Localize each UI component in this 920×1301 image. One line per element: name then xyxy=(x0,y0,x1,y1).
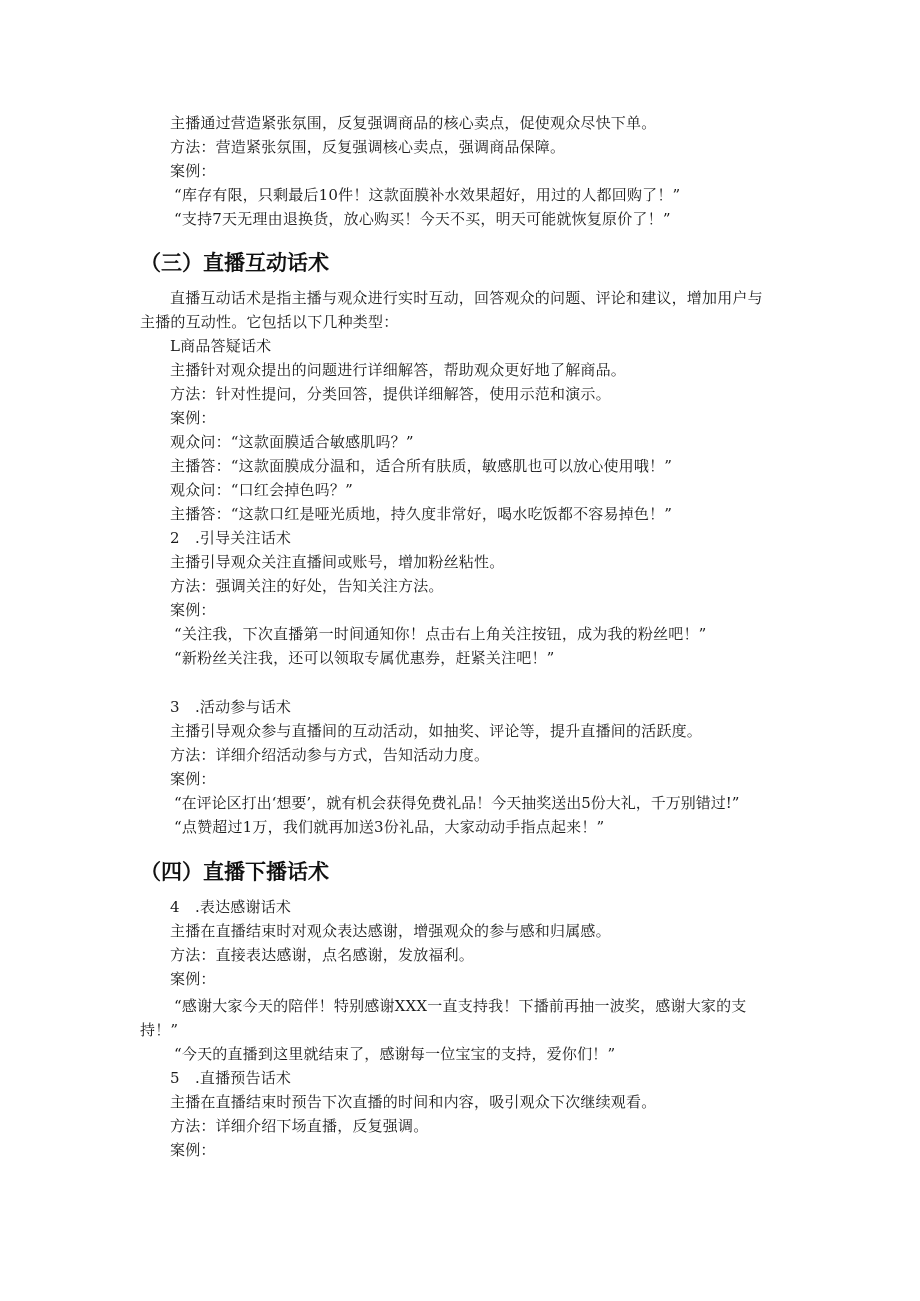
quote-line: “库存有限，只剩最后10件！这款面膜补水效果超好，用过的人都回购了！” xyxy=(174,186,681,204)
dialogue-line: 主播答：“这款面膜成分温和，适合所有肤质，敏感肌也可以放心使用哦！” xyxy=(170,457,673,475)
dialogue-line: 观众问：“口红会掉色吗？” xyxy=(170,481,353,499)
section-heading-3: （三）直播互动话术 xyxy=(140,251,329,275)
method-line: 方法：详细介绍活动参与方式，告知活动力度。 xyxy=(170,746,490,764)
paragraph-line: 主播针对观众提出的问题进行详细解答，帮助观众更好地了解商品。 xyxy=(170,361,627,379)
intro-line: 直播互动话术是指主播与观众进行实时互动，回答观众的问题、评论和建议，增加用户与 xyxy=(170,289,763,307)
subheading-line: L商品答疑话术 xyxy=(170,337,272,355)
example-label: 案例： xyxy=(170,970,216,988)
quote-line: “关注我，下次直播第一时间通知你！点击右上角关注按钮，成为我的粉丝吧！” xyxy=(174,625,707,643)
quote-line: “感谢大家今天的陪伴！特别感谢XXX一直支持我！下播前再抽一波奖，感谢大家的支 xyxy=(174,997,747,1015)
section-heading-4: （四）直播下播话术 xyxy=(140,860,329,884)
paragraph-line: 主播引导观众关注直播间或账号，增加粉丝粘性。 xyxy=(170,553,505,571)
quote-line: “今天的直播到这里就结束了，感谢每一位宝宝的支持，爱你们！” xyxy=(174,1045,616,1063)
example-label: 案例： xyxy=(170,1141,216,1159)
example-label: 案例： xyxy=(170,409,216,427)
method-line: 方法：详细介绍下场直播，反复强调。 xyxy=(170,1117,429,1135)
dialogue-line: 主播答：“这款口红是哑光质地，持久度非常好，喝水吃饭都不容易掉色！” xyxy=(170,505,673,523)
paragraph-line: 主播在直播结束时对观众表达感谢，增强观众的参与感和归属感。 xyxy=(170,922,611,940)
example-label: 案例： xyxy=(170,601,216,619)
example-label: 案例： xyxy=(170,770,216,788)
method-line: 方法：直接表达感谢，点名感谢，发放福利。 xyxy=(170,946,475,964)
quote-line: “新粉丝关注我，还可以领取专属优惠券，赶紧关注吧！” xyxy=(174,649,555,667)
subheading-line: 2 .引导关注话术 xyxy=(170,529,292,547)
quote-line: “支持7天无理由退换货，放心购买！今天不买，明天可能就恢复原价了！” xyxy=(174,210,671,228)
method-line: 方法：营造紧张氛围，反复强调核心卖点，强调商品保障。 xyxy=(170,138,566,156)
quote-line: “点赞超过1万，我们就再加送3份礼品，大家动动手指点起来！” xyxy=(174,818,605,836)
quote-line: “在评论区打出‘想要’，就有机会获得免费礼品！今天抽奖送出5份大礼，千万别错过!” xyxy=(174,794,740,812)
example-label: 案例： xyxy=(170,162,216,180)
method-line: 方法：针对性提问，分类回答，提供详细解答，使用示范和演示。 xyxy=(170,385,611,403)
paragraph-line: 主播引导观众参与直播间的互动活动，如抽奖、评论等，提升直播间的活跃度。 xyxy=(170,722,703,740)
intro-line: 主播的互动性。它包括以下几种类型： xyxy=(140,313,399,331)
subheading-line: 5 .直播预告话术 xyxy=(170,1069,292,1087)
subheading-line: 4 .表达感谢话术 xyxy=(170,898,292,916)
method-line: 方法：强调关注的好处，告知关注方法。 xyxy=(170,577,444,595)
dialogue-line: 观众问：“这款面膜适合敏感肌吗？” xyxy=(170,433,414,451)
quote-line-continued: 持！” xyxy=(140,1021,179,1039)
subheading-line: 3 .活动参与话术 xyxy=(170,698,292,716)
paragraph-line: 主播通过营造紧张氛围，反复强调商品的核心卖点，促使观众尽快下单。 xyxy=(170,114,657,132)
paragraph-line: 主播在直播结束时预告下次直播的时间和内容，吸引观众下次继续观看。 xyxy=(170,1093,657,1111)
